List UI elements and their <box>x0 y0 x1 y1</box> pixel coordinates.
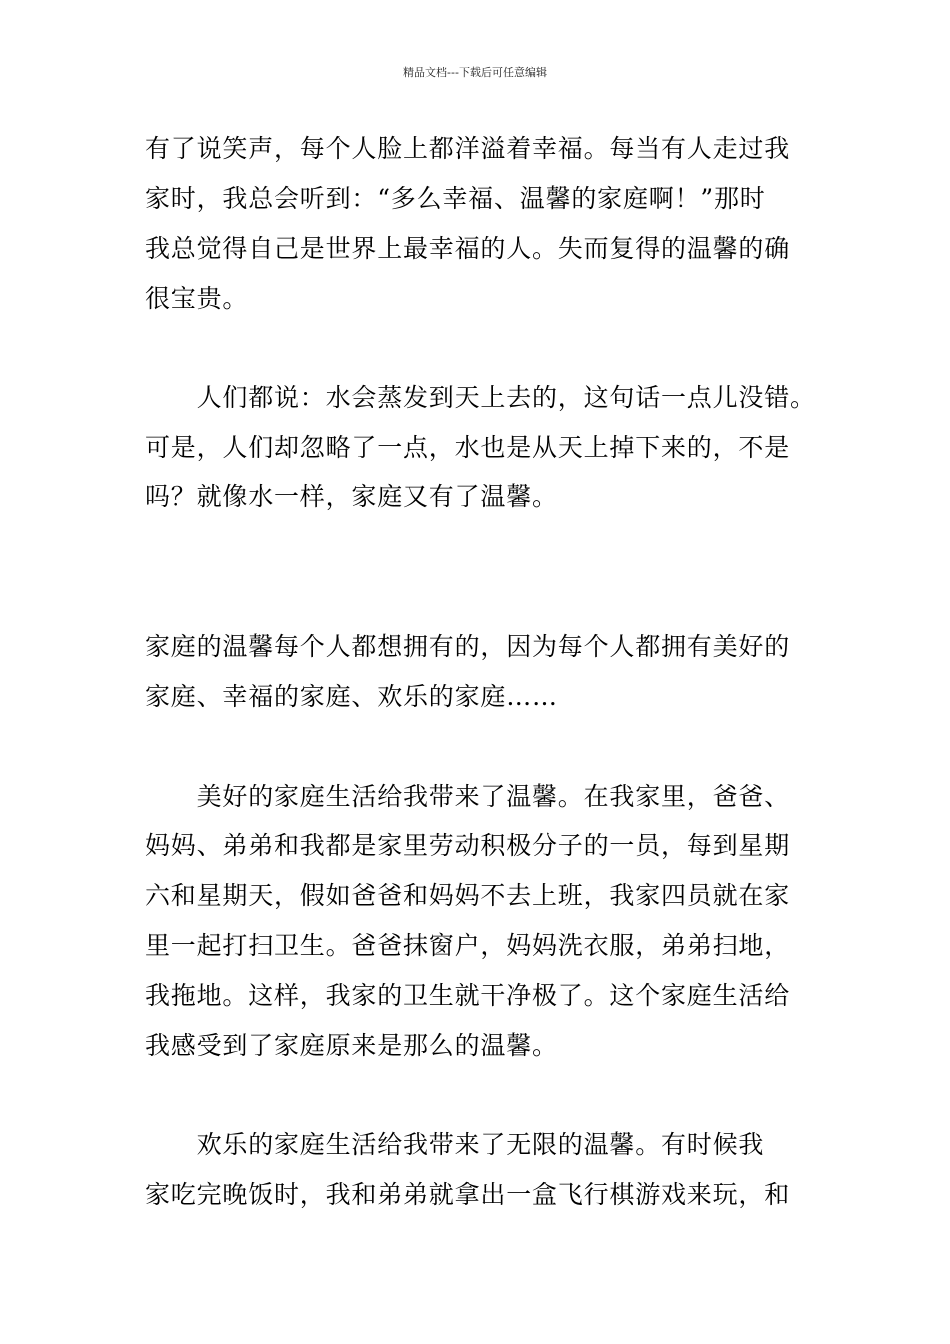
text-line: 家庭、幸福的家庭、欢乐的家庭…… <box>145 682 558 711</box>
text-line: 家庭的温馨每个人都想拥有的，因为每个人都拥有美好的 <box>145 632 791 661</box>
text-line: 有了说笑声，每个人脸上都洋溢着幸福。每当有人走过我 <box>145 134 791 163</box>
text-line: 美好的家庭生活给我带来了温馨。在我家里，爸爸、 <box>145 782 791 811</box>
text-line: 家吃完晚饭时，我和弟弟就拿出一盒飞行棋游戏来玩，和 <box>145 1180 791 1209</box>
text-line: 里一起打扫卫生。爸爸抹窗户，妈妈洗衣服，弟弟扫地， <box>145 931 791 960</box>
text-line: 欢乐的家庭生活给我带来了无限的温馨。有时候我 <box>145 1130 765 1159</box>
page-header: 精品文档---下载后可任意编辑 <box>403 66 547 79</box>
text-line: 我总觉得自己是世界上最幸福的人。失而复得的温馨的确 <box>145 234 791 263</box>
text-line: 可是，人们却忽略了一点，水也是从天上掉下来的，不是 <box>145 433 791 462</box>
text-line: 我感受到了家庭原来是那么的温馨。 <box>145 1031 558 1060</box>
text-line: 吗？就像水一样，家庭又有了温馨。 <box>145 482 558 511</box>
text-line: 六和星期天，假如爸爸和妈妈不去上班，我家四员就在家 <box>145 881 791 910</box>
text-line: 很宝贵。 <box>145 284 249 313</box>
text-line: 人们都说：水会蒸发到天上去的，这句话一点儿没错。 <box>145 383 816 412</box>
text-line: 我拖地。这样，我家的卫生就干净极了。这个家庭生活给 <box>145 981 791 1010</box>
text-line: 家时，我总会听到：“多么幸福、温馨的家庭啊！”那时 <box>145 184 766 213</box>
text-line: 妈妈、弟弟和我都是家里劳动积极分子的一员，每到星期 <box>145 831 791 860</box>
